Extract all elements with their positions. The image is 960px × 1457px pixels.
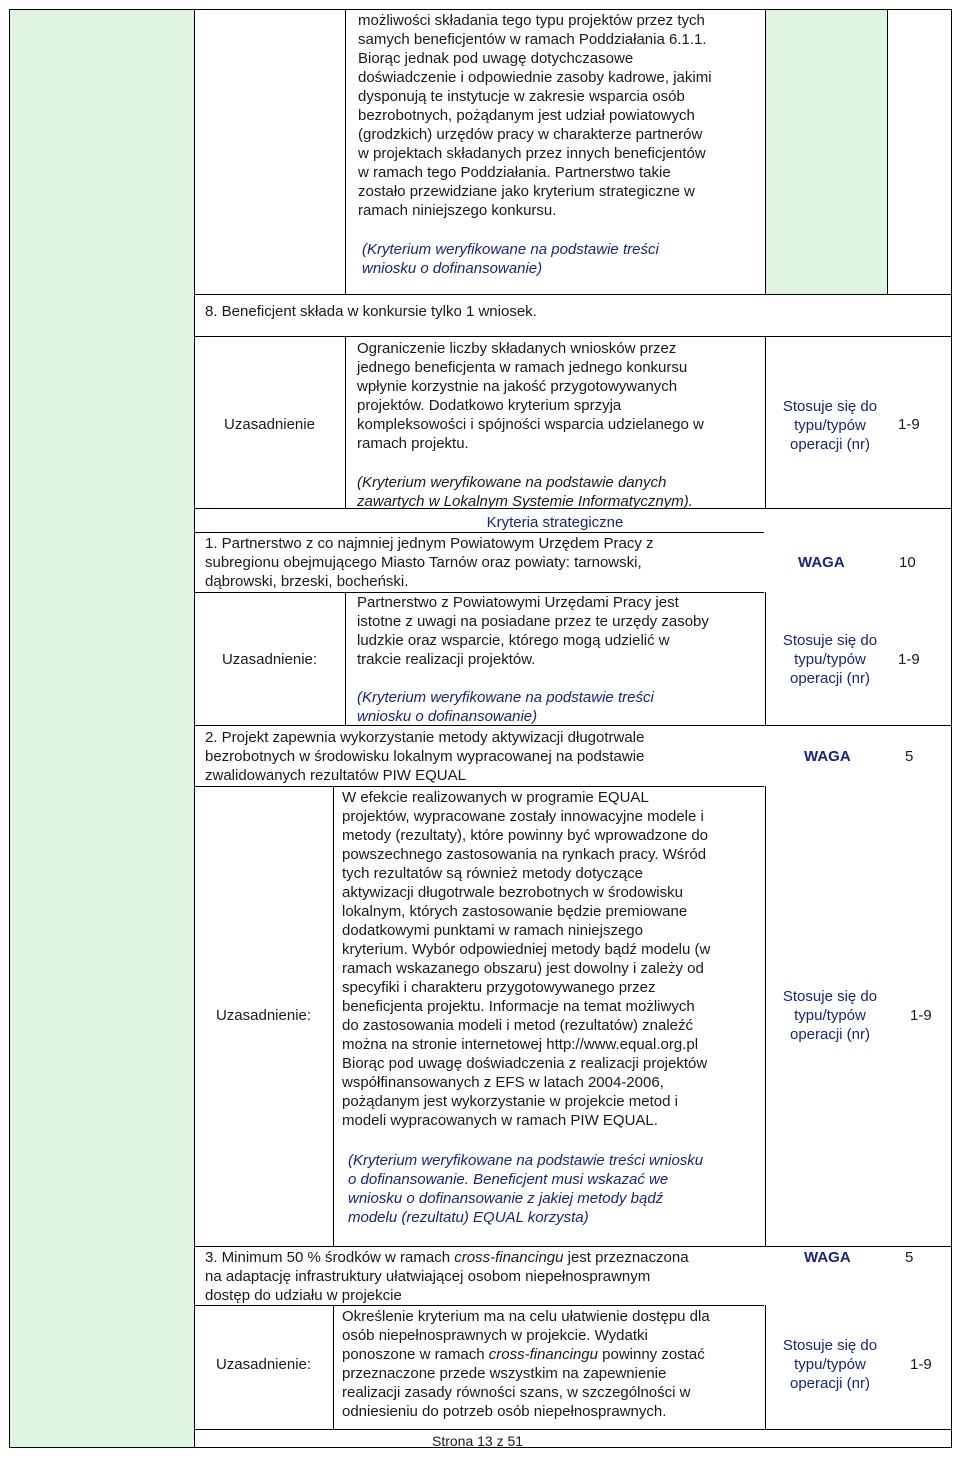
criterion-s1-waga-value: 10 bbox=[899, 554, 916, 571]
criterion-s1-justification-text: Partnerstwo z Powiatowymi Urzędami Pracy jest istotne z uwagi na posiadane przez te urzędy zasoby ludzkie oraz wsparcie, którego mogą udzielić w trakcie realizacji projektów. bbox=[357, 594, 709, 668]
criterion-s1-waga-label: WAGA bbox=[798, 554, 845, 571]
criterion-s3-justification-text: Określenie kryterium ma na celu ułatwienie dostępu dla osób niepełnosprawnych w projekcie. Wydatki ponoszone w ramach cross-financingu powinny zostać przeznaczone przede wszystkim na zapewnienie realizacji zasady równości szans, w szczególności w odniesieniu do potrzeb osób niepełnosprawnych. bbox=[342, 1308, 710, 1420]
criterion-s1-verification-note: (Kryterium weryfikowane na podstawie treści wniosku o dofinansowanie) bbox=[357, 689, 654, 725]
criterion-s3-waga-label: WAGA bbox=[804, 1249, 851, 1266]
criterion-s1-justification-label: Uzasadnienie: bbox=[221, 651, 318, 668]
criterion-s2-justification-label: Uzasadnienie: bbox=[215, 1007, 312, 1024]
criterion-8-verification-note: (Kryterium weryfikowane na podstawie danych zawartych w Lokalnym Systemie Informatycznym). bbox=[357, 474, 693, 510]
criterion-8-range: 1-9 bbox=[898, 416, 920, 433]
criterion-8-justification-text: Ograniczenie liczby składanych wniosków przez jednego beneficjenta w ramach jednego konkursu wpłynie korzystnie na jakość przygotowywanych projektów. Dodatkowo kryterium sprzyja kompleksowości i spójności wsparcia udzielanego w ramach projektu. bbox=[357, 340, 704, 452]
criterion-8-heading: 8. Beneficjent składa w konkursie tylko 1 wniosek. bbox=[205, 303, 537, 320]
criterion-s2-waga-value: 5 bbox=[905, 748, 914, 765]
top-verification-note: (Kryterium weryfikowane na podstawie treści wniosku o dofinansowanie) bbox=[362, 241, 659, 277]
criterion-s1-range: 1-9 bbox=[898, 651, 920, 668]
left-green-column bbox=[10, 10, 194, 1447]
criterion-s2-justification-text: W efekcie realizowanych w programie EQUAL projektów, wypracowane zostały innowacyjne modele i metody (rezultaty), które powinny być wprowadzone do powszechnego zastosowania na rynkach pracy. Wśród tych rezultatów są również metody dotyczące aktywizacji długotrwale bezrobotnych w środowisku lokalnym, których zastosowanie będzie premiowane dodatkowymi punktami w ramach niniejszego kryterium. Wybór odpowiedniej metody bądź modelu (w ramach wskazanego obszaru) jest dowolny i zależy od specyfiki i charakteru przygotowywanego przez beneficjenta projektu. Informacje na temat możliwych do zastosowania modeli i metod (rezultatów) znaleźć można na stronie internetowej http://www.equal.org.pl Biorąc pod uwagę doświadczenia z realizacji projektów współfinansowanych z EFS w latach 2004-2006, pożądanym jest wykorzystanie w projekcie metod i modeli wypracowanych w ramach PIW EQUAL. bbox=[342, 789, 711, 1129]
criterion-s2-heading: 2. Projekt zapewnia wykorzystanie metody aktywizacji długotrwale bezrobotnych w środowisku lokalnym wypracowanej na podstawie zwalidowanych rezultatów PIW EQUAL bbox=[205, 729, 645, 784]
criterion-s3-heading: 3. Minimum 50 % środków w ramach cross-financingu jest przeznaczona na adaptację infrastruktury ułatwiającej osobom niepełnosprawnym dostęp do udziału w projekcie bbox=[205, 1249, 689, 1304]
criterion-s3-waga-value: 5 bbox=[905, 1249, 914, 1266]
criterion-8-applies-to: Stosuje się do typu/typów operacji (nr) bbox=[782, 398, 878, 453]
right-green-column-top bbox=[765, 10, 887, 294]
top-justification-text: możliwości składania tego typu projektów przez tych samych beneficjentów w ramach Poddziałania 6.1.1. Biorąc jednak pod uwagę dotychczasowe doświadczenie i odpowiednie zasoby kadrowe, jakimi dysponują te instytucje w zakresie wsparcia osób bezrobotnych, pożądanym jest udział powiatowych (grodzkich) urzędów pracy w charakterze partnerów w projektach składanych przez innych beneficjentów w ramach tego Poddziałania. Partnerstwo takie zostało przewidziane jako kryterium strategiczne w ramach niniejszego konkursu. bbox=[358, 12, 712, 219]
criterion-s3-justification-label: Uzasadnienie: bbox=[215, 1356, 312, 1373]
criterion-s2-applies-to: Stosuje się do typu/typów operacji (nr) bbox=[782, 988, 878, 1043]
criterion-s3-applies-to: Stosuje się do typu/typów operacji (nr) bbox=[782, 1337, 878, 1392]
criterion-s3-range: 1-9 bbox=[910, 1356, 932, 1373]
criterion-s2-waga-label: WAGA bbox=[804, 748, 851, 765]
strategic-criteria-header: Kryteria strategiczne bbox=[486, 514, 624, 531]
page-number: Strona 13 z 51 bbox=[432, 1433, 524, 1449]
criterion-8-justification-label: Uzasadnienie bbox=[224, 416, 315, 433]
criterion-s1-applies-to: Stosuje się do typu/typów operacji (nr) bbox=[782, 632, 878, 687]
criterion-s1-heading: 1. Partnerstwo z co najmniej jednym Powiatowym Urzędem Pracy z subregionu obejmującego Miasto Tarnów oraz powiaty: tarnowski, dąbrowski, brzeski, bocheński. bbox=[205, 535, 654, 590]
criterion-s2-verification-note: (Kryterium weryfikowane na podstawie treści wniosku o dofinansowanie. Beneficjent musi wskazać we wniosku o dofinansowanie z jakiej metody bądź modelu (rezultatu) EQUAL korzysta) bbox=[348, 1152, 704, 1226]
criterion-s2-range: 1-9 bbox=[910, 1007, 932, 1024]
